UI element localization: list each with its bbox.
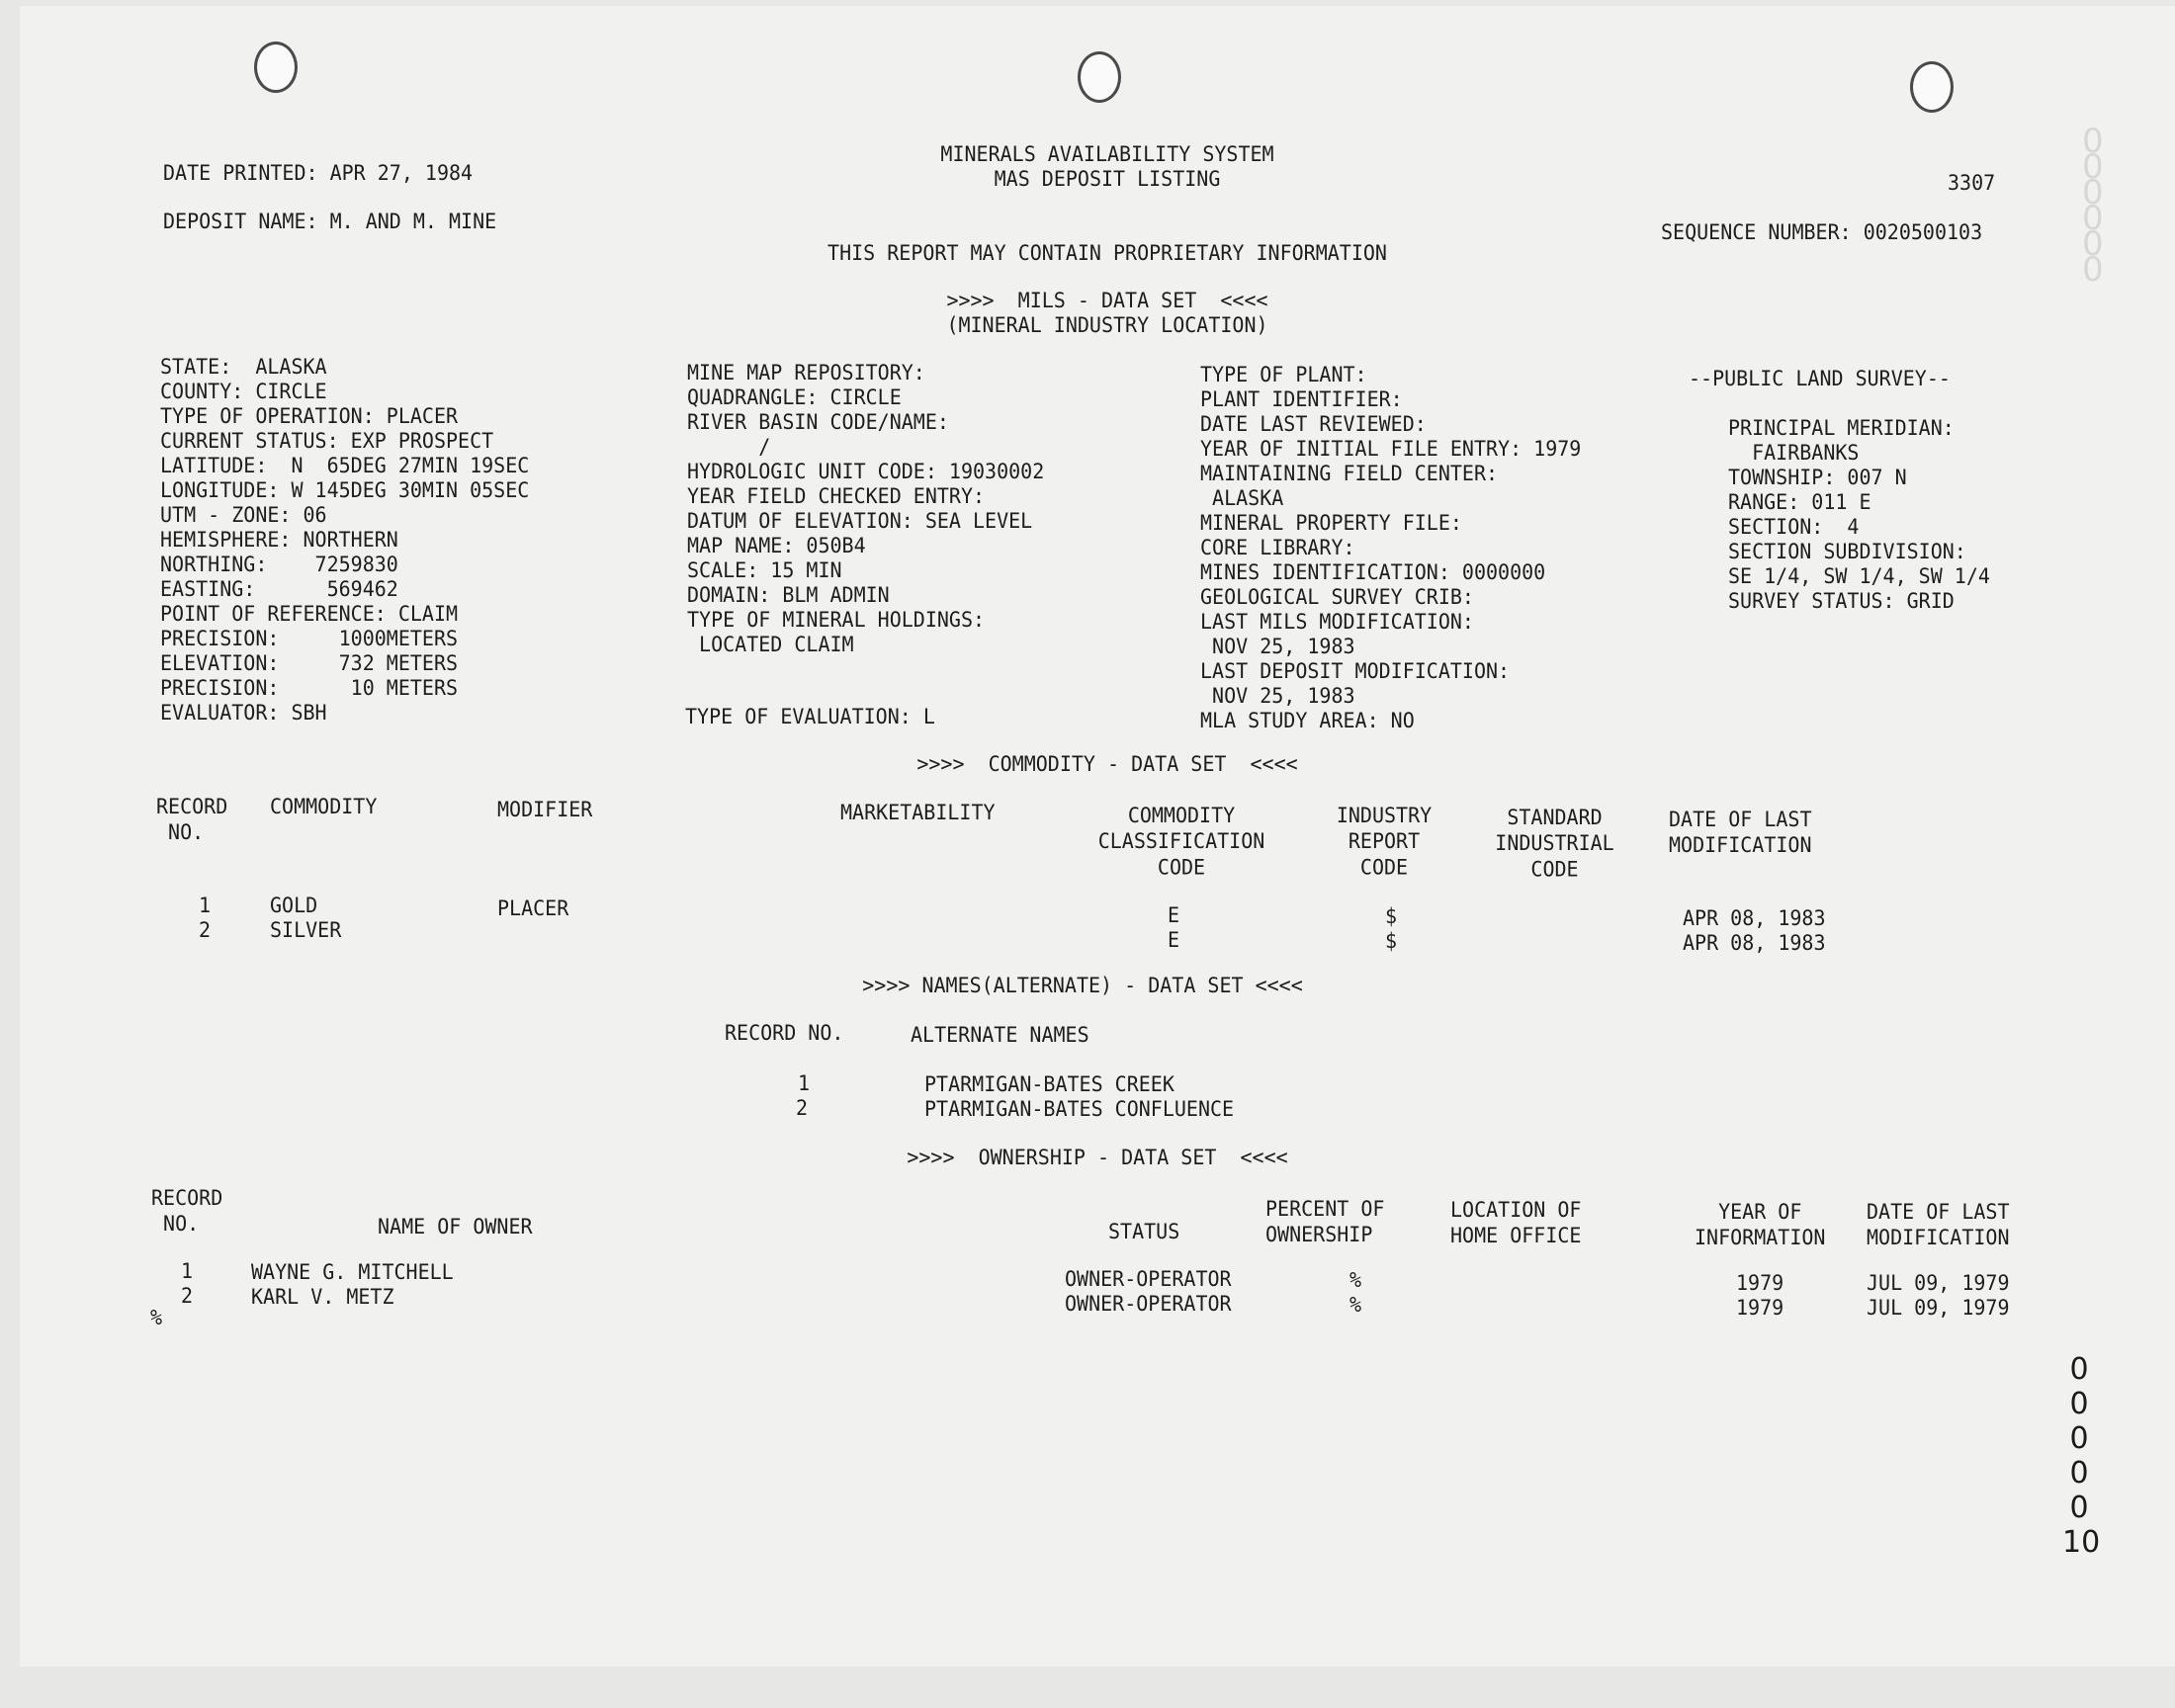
stamp-char: 0 (2069, 1456, 2089, 1491)
cell-date: JUL 09, 1979 (1867, 1270, 2010, 1296)
mils-field: DATUM OF ELEVATION: SEA LEVEL (687, 508, 1033, 534)
cell-industry-code: $ (1385, 928, 1398, 954)
cell-record-no: 2 (796, 1095, 809, 1121)
mils-field: GEOLOGICAL SURVEY CRIB: (1200, 584, 1474, 610)
col-header-location: LOCATION OF HOME OFFICE (1450, 1197, 1582, 1248)
mils-field: PRECISION: 1000METERS (160, 626, 459, 651)
mils-field: MAP NAME: 050B4 (687, 533, 866, 558)
mils-field: TYPE OF MINERAL HOLDINGS: (687, 607, 986, 633)
mils-field: EASTING: 569462 (160, 576, 398, 602)
punch-hole (254, 42, 298, 93)
mils-field: MINES IDENTIFICATION: 0000000 (1200, 559, 1546, 585)
mils-field: DOMAIN: BLM ADMIN (687, 582, 890, 608)
cell-date: APR 08, 1983 (1683, 905, 1826, 931)
col-header-sic: STANDARD INDUSTRIAL CODE (1495, 805, 1614, 882)
mils-field: SCALE: 15 MIN (687, 557, 842, 583)
mils-field: EVALUATOR: SBH (160, 700, 327, 726)
col-header-percent: PERCENT OF OWNERSHIP (1265, 1196, 1385, 1247)
mils-heading: >>>> MILS - DATA SET <<<< (946, 288, 1268, 313)
col-header-status: STATUS (1108, 1219, 1180, 1244)
ownership-heading: >>>> OWNERSHIP - DATA SET <<<< (907, 1145, 1288, 1170)
mils-field: LAST MILS MODIFICATION: (1200, 609, 1474, 635)
mils-field: NOV 25, 1983 (1200, 683, 1355, 709)
mils-field: QUADRANGLE: CIRCLE (687, 384, 902, 410)
cell-class-code: E (1168, 927, 1180, 953)
cell-alternate-name: PTARMIGAN-BATES CREEK (924, 1071, 1174, 1097)
mils-field: COUNTY: CIRCLE (160, 379, 327, 404)
sequence-number: SEQUENCE NUMBER: 0020500103 (1661, 219, 1983, 245)
cell-record-no: 1 (181, 1258, 194, 1284)
mils-field: NORTHING: 7259830 (160, 552, 398, 577)
col-header-year: YEAR OF INFORMATION (1695, 1199, 1826, 1250)
mils-field: SECTION SUBDIVISION: (1728, 539, 1966, 564)
names-heading: >>>> NAMES(ALTERNATE) - DATA SET <<<< (862, 973, 1303, 998)
cell-commodity: GOLD (270, 893, 318, 918)
cell-year: 1979 (1736, 1295, 1784, 1321)
mils-field: PLANT IDENTIFIER: (1200, 386, 1403, 412)
mils-field: TOWNSHIP: 007 N (1728, 465, 1907, 490)
col-header-owner-name: NAME OF OWNER (378, 1214, 533, 1239)
cell-owner-name: KARL V. METZ (251, 1284, 394, 1310)
mils-field: MINE MAP REPOSITORY: (687, 360, 925, 385)
cell-status: OWNER-OPERATOR (1065, 1266, 1232, 1292)
mils-field: TYPE OF OPERATION: PLACER (160, 403, 459, 429)
cell-record-no: 2 (199, 917, 212, 943)
mils-field: YEAR FIELD CHECKED ENTRY: (687, 483, 986, 509)
handwritten-stamp (2062, 1352, 2101, 1560)
cell-class-code: E (1168, 902, 1180, 928)
col-header-industry-code: INDUSTRY REPORT CODE (1336, 803, 1433, 880)
cell-date: JUL 09, 1979 (1867, 1295, 2010, 1321)
date-printed: DATE PRINTED: APR 27, 1984 (163, 160, 474, 186)
stamp-char: 0 (2069, 1352, 2089, 1387)
cell-percent: % (1349, 1292, 1362, 1318)
mils-subheading: (MINERAL INDUSTRY LOCATION) (946, 312, 1268, 338)
cell-record-no: 1 (798, 1070, 811, 1096)
mils-field: FAIRBANKS (1728, 440, 1860, 466)
cell-year: 1979 (1736, 1270, 1784, 1296)
cell-commodity: SILVER (270, 917, 342, 943)
deposit-name: DEPOSIT NAME: M. AND M. MINE (163, 209, 497, 234)
cell-alternate-name: PTARMIGAN-BATES CONFLUENCE (924, 1096, 1235, 1122)
mils-field: LOCATED CLAIM (687, 632, 854, 657)
col-header-classification: COMMODITY CLASSIFICATION CODE (1097, 803, 1265, 880)
col-header-marketability: MARKETABILITY (840, 800, 996, 825)
page-number: 3307 (1948, 170, 1996, 196)
plss-heading: --PUBLIC LAND SURVEY-- (1689, 366, 1951, 391)
cell-record-no: 1 (199, 893, 212, 918)
col-header-date: DATE OF LAST MODIFICATION (1867, 1199, 2010, 1250)
mils-field: ELEVATION: 732 METERS (160, 650, 459, 676)
mils-field: RANGE: 011 E (1728, 489, 1871, 515)
mils-field: PRECISION: 10 METERS (160, 675, 459, 701)
mils-field: SE 1/4, SW 1/4, SW 1/4 (1728, 563, 1990, 589)
punch-hole (1910, 61, 1954, 113)
mils-field: YEAR OF INITIAL FILE ENTRY: 1979 (1200, 436, 1582, 462)
faint-stamp: 0 0 0 0 0 0 (2082, 122, 2104, 290)
punch-hole (1078, 51, 1121, 103)
mils-field: SECTION: 4 (1728, 514, 1860, 540)
mils-field: NOV 25, 1983 (1200, 634, 1355, 659)
stamp-char: 0 (2069, 1491, 2089, 1525)
cell-owner-name: WAYNE G. MITCHELL (251, 1259, 454, 1285)
cell-percent: % (1349, 1267, 1362, 1293)
cell-date: APR 08, 1983 (1683, 930, 1826, 956)
mils-field: LATITUDE: N 65DEG 27MIN 19SEC (160, 453, 530, 478)
mils-field: CORE LIBRARY: (1200, 535, 1355, 560)
mils-field: CURRENT STATUS: EXP PROSPECT (160, 428, 494, 454)
mils-field: STATE: ALASKA (160, 354, 327, 380)
mils-field: HEMISPHERE: NORTHERN (160, 527, 398, 553)
mils-field: LAST DEPOSIT MODIFICATION: (1200, 658, 1511, 684)
mils-field: HYDROLOGIC UNIT CODE: 19030002 (687, 459, 1045, 484)
cell-record-no: 2 (181, 1283, 194, 1309)
stamp-char: 10 (2062, 1525, 2101, 1560)
mils-field: TYPE OF PLANT: (1200, 362, 1367, 387)
mils-field: UTM - ZONE: 06 (160, 502, 327, 528)
system-title: MINERALS AVAILABILITY SYSTEM (940, 141, 1274, 167)
mils-field: LONGITUDE: W 145DEG 30MIN 05SEC (160, 477, 530, 503)
mils-field: RIVER BASIN CODE/NAME: (687, 409, 949, 435)
mils-field: DATE LAST REVIEWED: (1200, 411, 1427, 437)
cell-modifier: PLACER (497, 896, 569, 921)
cell-status: OWNER-OPERATOR (1065, 1291, 1232, 1317)
col-header-record-no: RECORD NO. (725, 1020, 844, 1046)
col-header-alternate-names: ALTERNATE NAMES (911, 1022, 1089, 1048)
mils-field: / (687, 434, 771, 460)
listing-title: MAS DEPOSIT LISTING (994, 166, 1221, 192)
col-header-modifier: MODIFIER (497, 797, 593, 822)
col-header-record-no: RECORD NO. (156, 794, 228, 845)
mils-field: PRINCIPAL MERIDIAN: (1728, 415, 1955, 441)
mils-field: ALASKA (1200, 485, 1284, 511)
mils-field: SURVEY STATUS: GRID (1728, 588, 1955, 614)
col-header-date: DATE OF LAST MODIFICATION (1669, 807, 1812, 858)
col-header-record-no: RECORD NO. (151, 1185, 223, 1237)
trailing-percent-mark: % (150, 1305, 163, 1330)
type-of-evaluation: TYPE OF EVALUATION: L (685, 704, 935, 729)
commodity-heading: >>>> COMMODITY - DATA SET <<<< (916, 751, 1298, 777)
mils-field: MINERAL PROPERTY FILE: (1200, 510, 1462, 536)
col-header-commodity: COMMODITY (270, 794, 378, 819)
stamp-char: 0 (2069, 1421, 2089, 1456)
proprietary-notice: THIS REPORT MAY CONTAIN PROPRIETARY INFORMATION (827, 240, 1387, 266)
stamp-char: 0 (2069, 1387, 2089, 1421)
mils-field: MAINTAINING FIELD CENTER: (1200, 461, 1499, 486)
cell-industry-code: $ (1385, 903, 1398, 929)
mils-field: POINT OF REFERENCE: CLAIM (160, 601, 459, 627)
mils-field: MLA STUDY AREA: NO (1200, 708, 1415, 733)
